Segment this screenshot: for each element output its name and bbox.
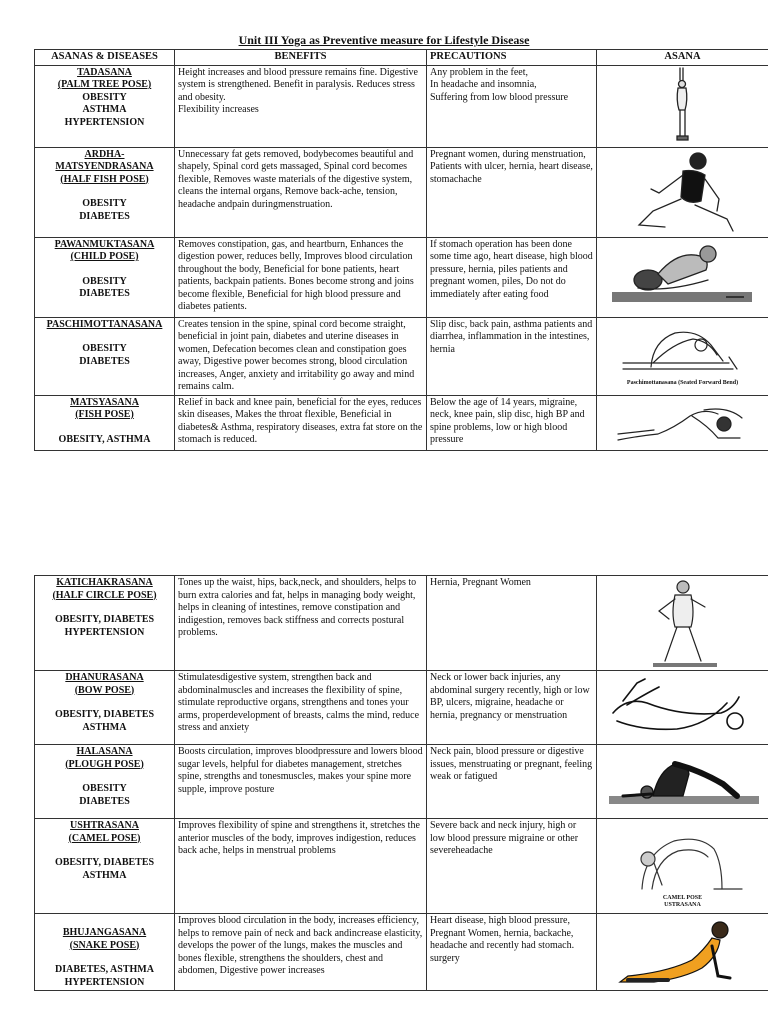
benefits-cell: Removes constipation, gas, and heartburn, Enhances the digestion power, reduces belly, Improves blood circulation throughout the body, Beneficial for bone patients, heart patients, backpain patients. Bones become strong and joins become flexible, Beneficial for high blood pressure and diabetes patients. bbox=[175, 237, 427, 317]
precautions-cell: Neck pain, blood pressure or digestive issues, menstruating or pregnant, feeling weak or fatigued bbox=[427, 745, 597, 819]
precautions-cell: Neck or lower back injuries, any abdominal surgery recently, high or low BP, ulcers, migraine, headache or hernia, pregnancy or menstruation bbox=[427, 671, 597, 745]
benefits-cell: Tones up the waist, hips, back,neck, and shoulders, helps to burn extra calories and fat, helps in managing body weight, helps in cleaning of intestines, remove constipation and indigestion, removes back stiffness and corrects postural problems. bbox=[175, 576, 427, 671]
asana-name: PAWANMUKTASANA (CHILD POSE) bbox=[54, 238, 155, 262]
asana-name: TADASANA (PALM TREE POSE) bbox=[57, 66, 152, 90]
table-row bbox=[35, 745, 768, 819]
header-benefits: BENEFITS bbox=[175, 50, 427, 66]
table-row bbox=[35, 819, 768, 914]
seated-forward-bend-figure-icon bbox=[613, 323, 753, 377]
asana-name: HALASANA (PLOUGH POSE) bbox=[65, 746, 144, 770]
benefits-cell: Improves blood circulation in the body, increases efficiency, helps to remove pain of neck and back andincrease elasticity, develops the power of the lungs, makes the muscles and bones flexible, strengthens the shoulders, chest and abdomen, Digestive power increases bbox=[175, 914, 427, 991]
header-precautions: PRECAUTIONS bbox=[427, 50, 597, 66]
precautions-cell: Any problem in the feet, In headache and insomnia, Suffering from low blood pressure bbox=[427, 65, 597, 147]
benefits-cell: Stimulatesdigestive system, strengthen back and abdominalmuscles and increases the flexibility of spine, stimulate reproductive organs, strengthens and tones your arms, properdevelopment of breasts, calms the mind, reduce stress and anxiety bbox=[175, 671, 427, 745]
precautions-cell: Below the age of 14 years, migraine, neck, knee pain, slip disc, high BP and spine problems, low or high blood pressure bbox=[427, 395, 597, 450]
knees-to-chest-figure-icon bbox=[608, 240, 758, 314]
bow-pose-figure-icon bbox=[603, 673, 763, 743]
header-asanas-diseases: ASANAS & DISEASES bbox=[35, 50, 175, 66]
precautions-cell: Slip disc, back pain, asthma patients and diarrhea, inflammation in the intestines, hernia bbox=[427, 317, 597, 395]
precautions-cell: Heart disease, high blood pressure, Pregnant Women, hernia, backache, headache and recently had stomach. surgery bbox=[427, 914, 597, 991]
page-title: Unit III Yoga as Preventive measure for Lifestyle Disease bbox=[238, 33, 530, 47]
asana-name: PASCHIMOTTANASANA bbox=[46, 318, 163, 330]
precautions-cell: Pregnant women, during menstruation, Patients with ulcer, hernia, heart disease, stomachache bbox=[427, 147, 597, 237]
asana-conditions: OBESITY, DIABETES HYPERTENSION bbox=[54, 614, 155, 638]
seated-twist-figure-icon bbox=[623, 149, 743, 235]
asana-conditions: OBESITY, DIABETES ASTHMA bbox=[54, 857, 155, 881]
table-row bbox=[35, 671, 768, 745]
asana-name: ARDHA- MATSYENDRASANA (HALF FISH POSE) bbox=[55, 148, 154, 185]
asana-conditions: OBESITY ASTHMA HYPERTENSION bbox=[64, 91, 145, 128]
asana-conditions: OBESITY, ASTHMA bbox=[58, 433, 151, 445]
image-caption: Paschimottanasana (Seated Forward Bend) bbox=[626, 379, 739, 386]
fish-pose-figure-icon bbox=[608, 398, 758, 448]
precautions-cell: If stomach operation has been done some time ago, heart disease, high blood pressure, hernia, piles patients and pregnant women, piles, Do not do immediately after eating food bbox=[427, 237, 597, 317]
table-row bbox=[35, 65, 768, 147]
benefits-cell: Unnecessary fat gets removed, bodybecomes beautiful and shapely, Spinal cord gets massaged, Spinal cord becomes flexible, Removes waste materials of the digestive system, cleans the internal organs, Remove back-ache, tension, headache andpain duringmenstruation. bbox=[175, 147, 427, 237]
asana-conditions: DIABETES, ASTHMA HYPERTENSION bbox=[55, 964, 154, 988]
header-asana: ASANA bbox=[597, 50, 768, 66]
table-row bbox=[35, 395, 768, 450]
asana-name: KATICHAKRASANA (HALF CIRCLE POSE) bbox=[52, 577, 157, 601]
precautions-cell: Hernia, Pregnant Women bbox=[427, 576, 597, 671]
benefits-cell: Boosts circulation, improves bloodpressure and lowers blood sugar levels, helpful for diabetes management, stretches spine, strengths and tonesmuscles, makes your spine more supple, improve posture bbox=[175, 745, 427, 819]
standing-twist-figure-icon bbox=[643, 577, 723, 669]
table-row bbox=[35, 914, 768, 991]
standing-tree-pose-figure-icon bbox=[653, 66, 713, 146]
image-caption: USTRASANA bbox=[664, 902, 701, 908]
benefits-cell: Creates tension in the spine, spinal cord become straight, beneficial in joint pain, diabetes and uterine diseases in women, Defecation becomes clean and constipation goes away, Digestive power becomes strong, blood circulation increases, Anger, anxiety and irritability go away and mind remains calm. bbox=[175, 317, 427, 395]
precautions-cell: Severe back and neck injury, high or low blood pressure migraine or other severeheadache bbox=[427, 819, 597, 914]
benefits-cell: Improves flexibility of spine and strengthens it, stretches the anterior muscles of the body, improves indigestion, reduces back ache, helps in menstrual problems bbox=[175, 819, 427, 914]
cobra-pose-figure-icon bbox=[608, 916, 758, 988]
asana-name: USHTRASANA (CAMEL POSE) bbox=[68, 820, 141, 844]
table-row bbox=[35, 576, 768, 671]
asana-table-top bbox=[34, 49, 768, 451]
asana-conditions: OBESITY DIABETES bbox=[79, 343, 130, 367]
asana-table-bottom bbox=[34, 575, 768, 991]
table-row bbox=[35, 147, 768, 237]
asana-conditions: OBESITY DIABETES bbox=[79, 275, 130, 299]
asana-name: MATSYASANA (FISH POSE) bbox=[70, 396, 139, 420]
asana-conditions: OBESITY DIABETES bbox=[79, 783, 130, 807]
asana-conditions: OBESITY DIABETES bbox=[79, 198, 130, 222]
benefits-cell: Height increases and blood pressure remains fine. Digestive system is strengthened. Benefit in paralysis. Reduces stress and obesity. Flexibility increases bbox=[175, 65, 427, 147]
asana-conditions: OBESITY, DIABETES ASTHMA bbox=[54, 709, 155, 733]
image-caption: CAMEL POSE bbox=[662, 895, 703, 901]
plough-pose-figure-icon bbox=[603, 750, 763, 814]
benefits-cell: Relief in back and knee pain, beneficial for the eyes, reduces skin diseases, Makes the throat flexible, Beneficial in diabetes& Asthma, respiratory diseases, extra fat store on the stomach is reduced. bbox=[175, 395, 427, 450]
table-row bbox=[35, 237, 768, 317]
asana-name: BHUJANGASANA (SNAKE POSE) bbox=[62, 927, 147, 951]
table-row bbox=[35, 317, 768, 395]
camel-pose-figure-icon bbox=[618, 823, 748, 895]
asana-name: DHANURASANA (BOW POSE) bbox=[65, 672, 144, 696]
